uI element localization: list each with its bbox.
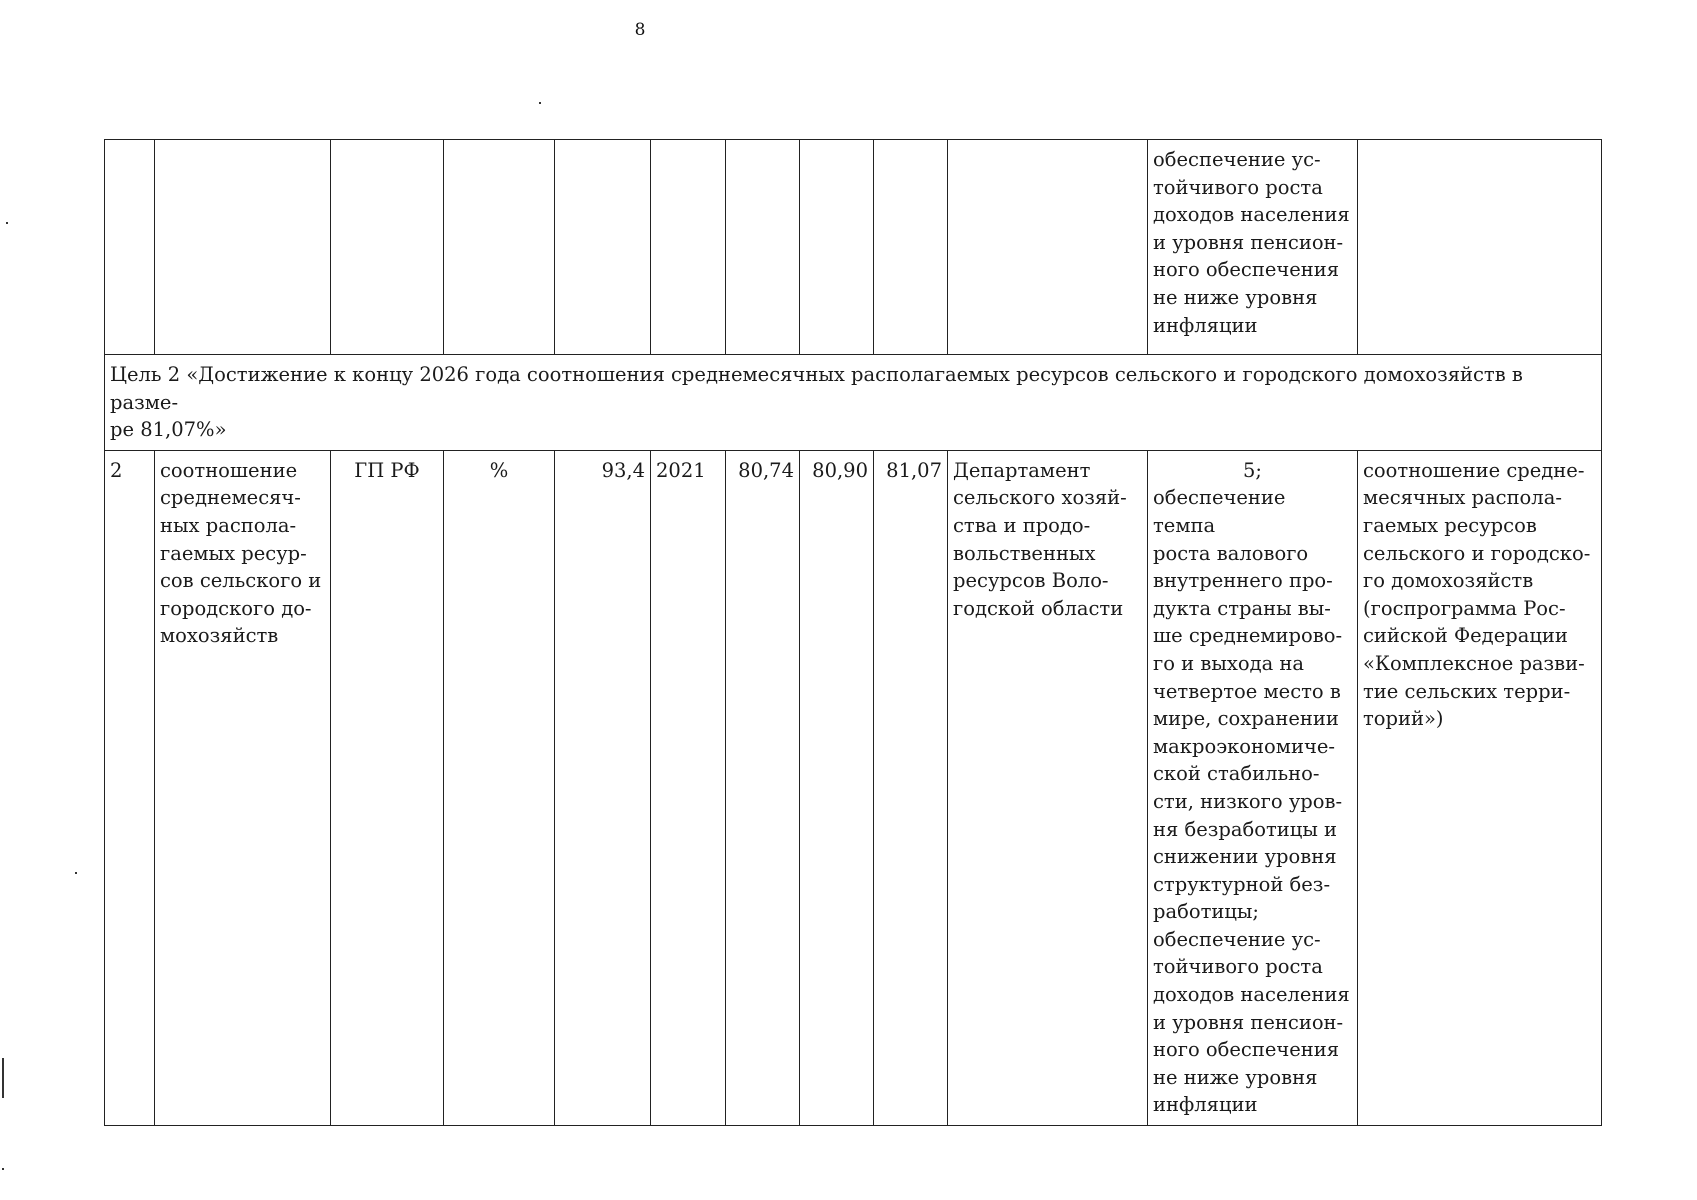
table-cell (651, 140, 726, 355)
national-goal-cell (1148, 450, 1358, 1125)
table-cell (948, 140, 1148, 355)
table-row (105, 140, 1602, 355)
table-cell (800, 140, 874, 355)
value-cell-2: 80,90 (800, 450, 874, 1125)
goal-row (105, 355, 1602, 451)
goal-heading: Цель 2 «Достижение к концу 2026 года соотношения среднемесячных располагаемых ресурсов сельского и городского домохозяйств в разме- ре 81,07%» (105, 355, 1602, 451)
national-goal-text: обеспечение темпа роста валового внутреннего про- дукта страны вы- ше среднемирово- го и выхода на четвертое место в мире, сохранении макроэкономиче- ской стабильно- сти, низкого уров- ня безработицы и снижении уровня структурной без- работицы; обеспечение ус- тойчивого роста доходов населения и уровня пенсион- ного обеспечения не ниже уровня инфляции (1153, 486, 1350, 1117)
value-cell-3: 81,07 (874, 450, 948, 1125)
row-number-cell: 2 (105, 450, 155, 1125)
table-cell (105, 140, 155, 355)
table-cell (444, 140, 555, 355)
national-goal-text-cell: обеспечение ус- тойчивого роста доходов населения и уровня пенсион- ного обеспечения не ниже уровня инфляции (1148, 140, 1358, 355)
page-number: 8 (634, 20, 646, 40)
table-cell (1358, 140, 1602, 355)
value-cell-1: 80,74 (726, 450, 800, 1125)
scan-mark (6, 222, 8, 224)
scan-mark (2, 1058, 4, 1098)
unit-cell: % (444, 450, 555, 1125)
national-goal-number: 5; (1243, 458, 1262, 482)
level-cell: ГП РФ (331, 450, 444, 1125)
table-cell (874, 140, 948, 355)
table-row (105, 450, 1602, 1125)
table-cell (555, 140, 651, 355)
indicator-name-cell: соотношение среднемесяч- ных распола- гаемых ресур- сов сельского и городского до- мохозяйств (155, 450, 331, 1125)
table-cell (726, 140, 800, 355)
table-cell (331, 140, 444, 355)
scan-mark (539, 102, 541, 104)
link-cell: соотношение средне- месячных распола- гаемых ресурсов сельского и городско- го домохозяйств (госпрограмма Рос- сийской Федерации «Комплексное разви- тие сельских терри- торий») (1358, 450, 1602, 1125)
scan-mark (75, 872, 77, 874)
base-year-cell: 2021 (651, 450, 726, 1125)
responsible-cell: Департамент сельского хозяй- ства и продо- вольственных ресурсов Воло- годской области (948, 450, 1148, 1125)
scan-mark (2, 1168, 4, 1170)
indicators-table (104, 139, 1602, 1126)
table-cell (155, 140, 331, 355)
base-value-cell: 93,4 (555, 450, 651, 1125)
